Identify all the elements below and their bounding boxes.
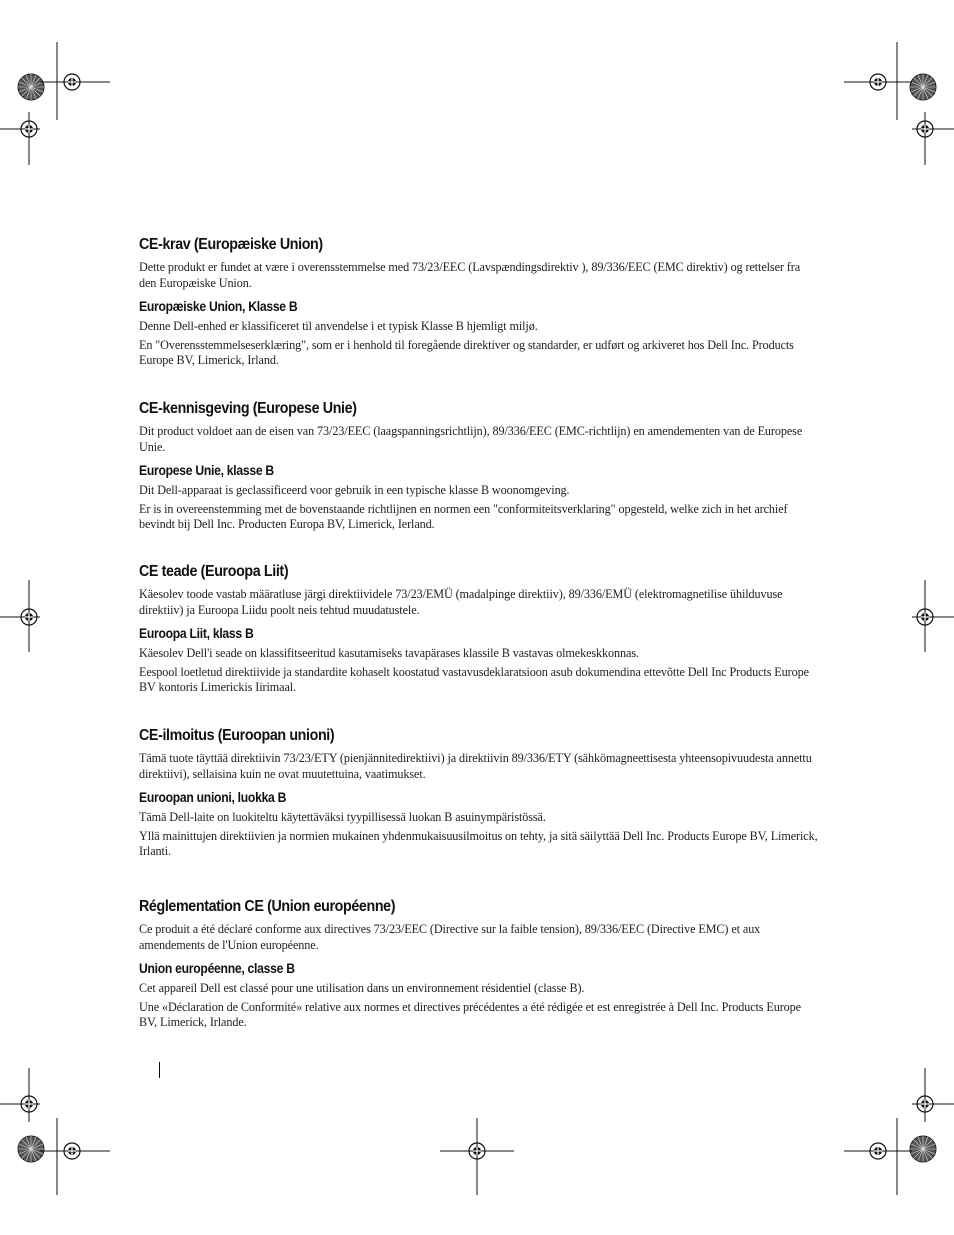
section-subtitle: Euroopa Liit, klass B <box>139 626 254 641</box>
section-paragraph: Er is in overeenstemming met de bovenstaande richtlijnen en normen een "conformiteitsverklaring" opgesteld, welke zich in het archief bevindt bij Dell Inc. Producten Europa BV, Limerick, Ierland. <box>139 501 788 531</box>
section-title: CE-krav (Europæiske Union) <box>139 236 323 253</box>
section-subtitle: Europæiske Union, Klasse B <box>139 299 298 314</box>
section-title: CE teade (Euroopa Liit) <box>139 563 289 580</box>
registration-star-icon <box>910 74 936 100</box>
section-danish <box>139 236 819 372</box>
section-dutch <box>139 400 819 536</box>
section-intro: Dette produkt er fundet at være i overensstemmelse med 73/23/EEC (Lavspændingsdirektiv ), 89/336/EEC (EMC direktiv) og rettelser fra den Europæiske Union. <box>139 260 801 290</box>
section-french <box>139 898 819 1034</box>
section-paragraph: Yllä mainittujen direktiivien ja normien mukainen yhdenmukaisuusilmoitus on tehty, ja sitä säilyttää Dell Inc. Products Europe BV, Limerick, Irlanti. <box>139 828 818 858</box>
section-title: CE-kennisgeving (Europese Unie) <box>139 400 357 417</box>
section-subtitle: Union européenne, classe B <box>139 961 295 976</box>
section-paragraph: Cet appareil Dell est classé pour une utilisation dans un environnement résidentiel (classe B). <box>139 981 585 995</box>
section-paragraph: Dit Dell-apparaat is geclassificeerd voor gebruik in een typische klasse B woonomgeving. <box>139 483 570 497</box>
section-subtitle: Europese Unie, klasse B <box>139 463 274 478</box>
section-intro: Ce produit a été déclaré conforme aux directives 73/23/EEC (Directive sur la faible tension), 89/336/EEC (Directive EMC) et aux amendements de l'Union européenne. <box>139 922 761 952</box>
registration-star-icon <box>910 1136 936 1162</box>
registration-star-icon <box>18 74 44 100</box>
registration-star-icon <box>18 1136 44 1162</box>
section-title: Réglementation CE (Union européenne) <box>139 898 396 915</box>
section-paragraph: Tämä Dell-laite on luokiteltu käytettäväksi tyypillisessä luokan B asuinympäristössä. <box>139 810 546 824</box>
section-intro: Käesolev toode vastab määratluse järgi direktiividele 73/23/EMÜ (madalpinge direktiiv), 89/336/EMÜ (elektromagnetilise ühilduvuse direktiiv) ja Euroopa Liidu poolt neis tehtud muudatustele. <box>139 587 783 617</box>
section-paragraph: Une «Déclaration de Conformité» relative aux normes et directives précédentes a été rédigée et est enregistrée à Dell Inc. Products Europe BV, Limerick, Irlande. <box>139 999 801 1029</box>
section-title: CE-ilmoitus (Euroopan unioni) <box>139 727 335 744</box>
section-finnish <box>139 727 819 863</box>
section-paragraph: Denne Dell-enhed er klassificeret til anvendelse i et typisk Klasse B hjemligt miljø. <box>139 319 538 333</box>
section-paragraph: En "Overensstemmelseserklæring", som er i henhold til foregående direktiver og standarder, er udført og arkiveret hos Dell Inc. Products Europe BV, Limerick, Irland. <box>139 337 794 367</box>
section-paragraph: Eespool loetletud direktiivide ja standardite kohaselt koostatud vastavusdeklaratsioon asub dokumendina ettevõtte Dell Inc Products Europe BV kontoris Limerickis Iirimaal. <box>139 664 809 694</box>
page-margin-bar <box>159 1062 160 1078</box>
section-subtitle: Euroopan unioni, luokka B <box>139 790 287 805</box>
section-intro: Tämä tuote täyttää direktiivin 73/23/ETY (pienjännitedirektiivi) ja direktiivin 89/336/ETY (sähkömagneettisesta yhteensopivuudesta annettu direktiivi), sellaisina kuin ne ovat muutettuina, vaatimukset. <box>139 751 812 781</box>
section-estonian <box>139 563 819 699</box>
section-paragraph: Käesolev Dell'i seade on klassifitseeritud kasutamiseks tavapärases klassile B vastavas olmekeskkonnas. <box>139 646 639 660</box>
section-intro: Dit product voldoet aan de eisen van 73/23/EEC (laagspanningsrichtlijn), 89/336/EEC (EMC-richtlijn) en amendementen van de Europese Unie. <box>139 424 803 454</box>
